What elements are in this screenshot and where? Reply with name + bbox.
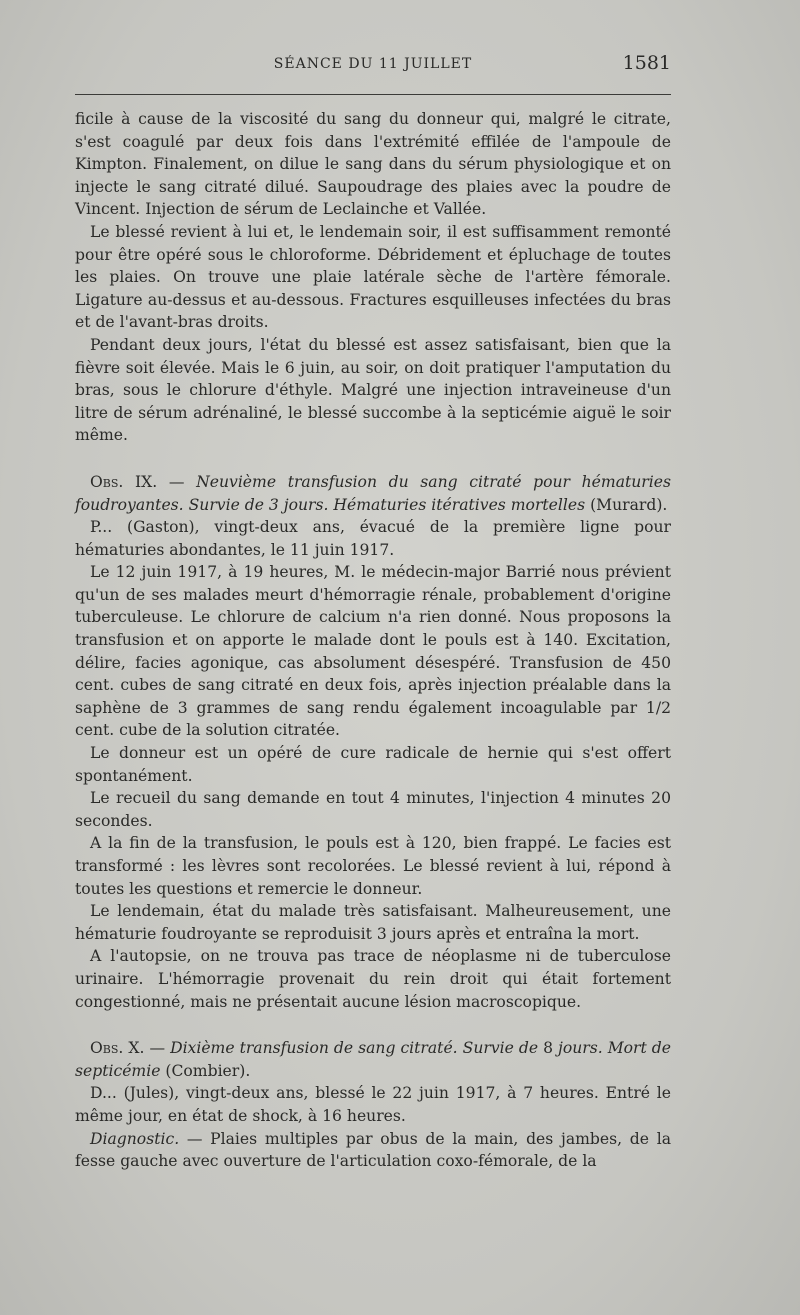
header-rule	[75, 94, 671, 95]
paragraph: P... (Gaston), vingt-deux ans, évacué de la première ligne pour hématuries abondantes, le 11 juin 1917.	[75, 518, 671, 559]
paragraph: Le recueil du sang demande en tout 4 minutes, l'injection 4 minutes 20 secondes.	[75, 789, 671, 830]
paragraph: Le 12 juin 1917, à 19 heures, M. le médecin-major Barrié nous prévient qu'un de ses malades meurt d'hémorragie rénale, probablement d'origine tuberculeuse. Le chlorure de calcium n'a rien donné. Nous proposons la transfusion et on apporte le malade dont le pouls est à 140. Excitation, délire, facies agonique, cas absolument désespéré. Transfusion de 450 cent. cubes de sang citraté en deux fois, après injection préalable dans la saphène de 3 grammes de sang rendu également incoagulable par 1/2 cent. cube de la solution citratée.	[75, 563, 671, 740]
running-title: SÉANCE DU 11 JUILLET	[273, 56, 473, 72]
paragraph: A l'autopsie, on ne trouva pas trace de néoplasme ni de tuberculose urinaire. L'hémorragie provenait du rein droit qui était fortement congestionné, mais ne présentait aucune lésion macroscopique.	[75, 947, 671, 1011]
diagnostic-paragraph	[75, 1128, 671, 1173]
observation-ix-heading	[75, 471, 671, 516]
paragraph: A la fin de la transfusion, le pouls est à 120, bien frappé. Le facies est transformé : les lèvres sont recolorées. Le blessé revient à lui, répond à toutes les questions et remercie le donneur.	[75, 834, 671, 898]
observation-author: (Combier).	[160, 1061, 251, 1080]
body-text	[75, 108, 671, 1173]
diagnostic-label: Diagnostic.	[90, 1129, 180, 1148]
observation-author: (Murard).	[585, 495, 668, 514]
observation-title: Dixième transfusion de sang citraté. Survie de	[170, 1039, 544, 1058]
observation-days: 8	[543, 1039, 553, 1058]
observation-dash: —	[157, 472, 197, 491]
paragraph: ficile à cause de la viscosité du sang du donneur qui, malgré le citrate, s'est coagulé par deux fois dans l'extrémité effilée de l'ampoule de Kimpton. Finalement, on dilue le sang dans du sérum physiologique et on injecte le sang citraté dilué. Saupoudrage des plaies avec la poudre de Vincent. Injection de sérum de Leclainche et Vallée.	[75, 110, 671, 219]
diagnostic-text: — Plaies multiples par obus de la main, des jambes, de la fesse gauche avec ouverture de l'articulation coxo-fémorale, de la	[75, 1129, 671, 1171]
observation-label: Obs. X.	[90, 1039, 145, 1058]
paragraph: Pendant deux jours, l'état du blessé est assez satisfaisant, bien que la fièvre soit élevée. Mais le 6 juin, au soir, on doit pratiquer l'amputation du bras, sous le chlorure d'éthyle. Malgré une injection intraveineuse d'un litre de sérum adrénaliné, le blessé succombe à la septicémie aiguë le soir même.	[75, 335, 671, 445]
paragraph: D... (Jules), vingt-deux ans, blessé le 22 juin 1917, à 7 heures. Entré le même jour, en état de shock, à 16 heures.	[75, 1084, 671, 1125]
observation-title: Neuvième transfusion du sang citraté pour hématuries foudroyantes. Survie de 3 jours. Hématuries itératives mortelles	[75, 472, 671, 514]
paragraph: Le donneur est un opéré de cure radicale de hernie qui s'est offert spontanément.	[75, 744, 671, 785]
observation-title: jours. Mort de septicémie	[75, 1039, 671, 1080]
paragraph: Le lendemain, état du malade très satisfaisant. Malheureusement, une hématurie foudroyante se reproduisit 3 jours après et entraîna la mort.	[75, 902, 671, 943]
page-header	[75, 52, 671, 78]
page-number: 1581	[622, 52, 671, 74]
observation-label: Obs. IX.	[90, 472, 158, 491]
observation-dash: —	[144, 1039, 171, 1058]
paragraph: Le blessé revient à lui et, le lendemain soir, il est suffisamment remonté pour être opéré sous le chloroforme. Débridement et épluchage de toutes les plaies. On trouve une plaie latérale sèche de l'artère fémorale. Ligature au-dessus et au-dessous. Fractures esquilleuses infectées du bras et de l'avant-bras droits.	[75, 222, 671, 332]
observation-x-heading	[75, 1037, 671, 1082]
